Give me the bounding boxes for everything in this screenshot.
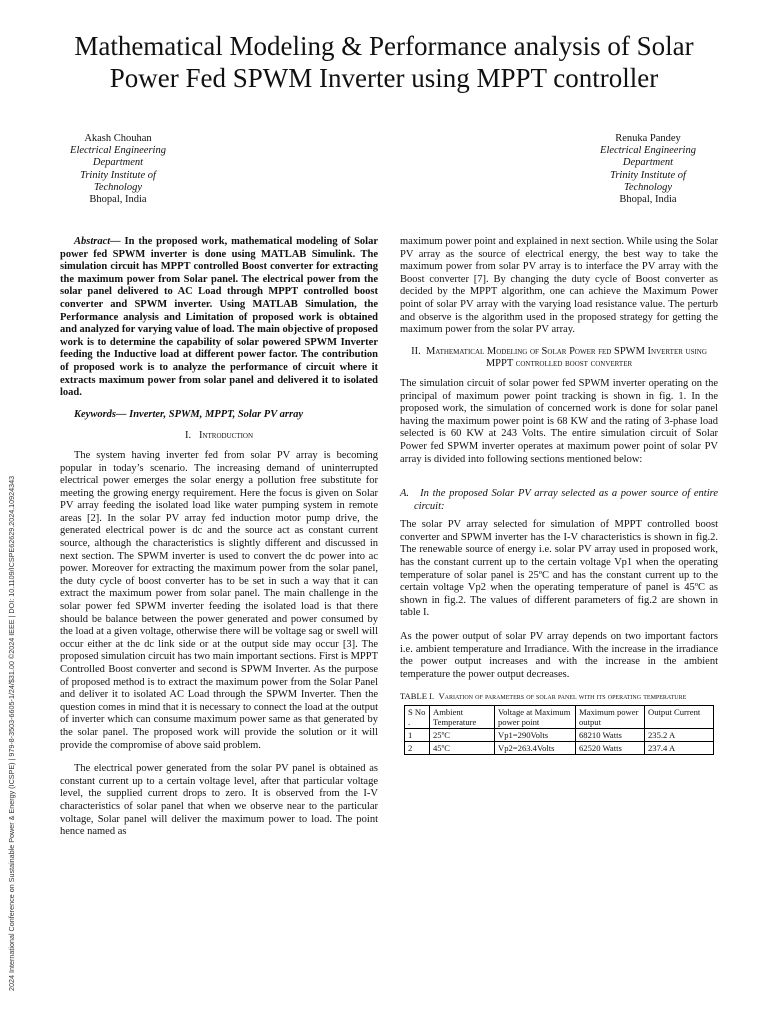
author-inst-2: Technology: [623, 181, 673, 193]
table-cell: Vp2=263.4Volts: [495, 742, 576, 755]
section-2-paragraph: The simulation circuit of solar power fed SPWM inverter operating on the principal of maximum power point tracking is shown in fig. 1. In the proposed work, the simulation of concerned work is done for solar panel having the maximum power point is 68 KW and the rating of 3-phase load selected is 60 KW at 243 Volts. The entire simulation circuit of Solar Power fed SPWM inverter operates at maximum power point of solar PV array is divided into following sections mentioned below:: [400, 377, 718, 465]
abstract-text: In the proposed work, mathematical modeling of Solar power fed SPWM inverter is done using MATLAB Simulink. The simulation circuit has MPPT controlled Boost converter for extracting the maximum power from Solar panel. The electrical power from the solar panel delivered to AC Load through MPPT controlled boost converter and SPWM inverter. Using MATLAB Simulation, the Performance analysis and Limitation of proposed work is obtained and analyzed for varying value of load. The main objective of proposed work is to determine the capability of solar powered SPWM Inverter feeding the Inductive load at different power factor. The contribution of proposed work is to analyze the performance of circuit where it extracts maximum power from solar panel and delivered it to isolated load.: [60, 236, 378, 399]
author-name: Renuka Pandey: [615, 133, 681, 144]
abstract-label: Abstract—: [74, 236, 121, 247]
author-dept: Electrical Engineering: [600, 145, 696, 157]
table-cell: Vp1=290Volts: [495, 729, 576, 742]
table-caption: [400, 691, 718, 701]
table-row: [405, 729, 714, 742]
author-block-1: [38, 133, 198, 206]
table-header-cell: Maximum power output: [576, 706, 645, 729]
intro-paragraph-1: The system having inverter fed from solar PV array is becoming popular in today’s scenario. The increasing demand of uninterrupted electrical power emerges the solar energy a pollution free substitute for meeting the growing energy requirement. Here the focus is given on Solar PV array feeding the isolated load like water pumping system in remote areas [2]. In the solar PV array fed induction motor pump drive, the generated electrical power is dc and the source act as constant current source, although the characteristics is slightly different and discussed in next section. The SPWM inverter is used to convert the dc power into ac power. Moreover for extracting the maximum power from the solar panel, the duty cycle of boost converter has to be set in such a way that it can extract the maximum power from solar panel. The main challenge in the solar power fed SPWM inverter feeding the isolated load is that there should be balance between the power generated and power consumed by the load at a given voltage, otherwise there will be voltage sag or swell will occur either at the dc link side or at the output side may occur [3]. The proposed simulation circuit has two main important sections. First is MPPT Controlled Boost converter and second is SPWM Inverter. As the purpose of proposed method is to extract the maximum power from the Solar Panel and deliver it to isolated AC Load through the SPWM Inverter. Then the question comes in mind that it is necessary to connect the load at the output of inverter which can consume maximum power same as that generated by the solar panel. The proposed work will provide the solution or it will provide the compromise of above said problem.: [60, 449, 378, 751]
keywords: Keywords— Inverter, SPWM, MPPT, Solar PV array: [74, 408, 303, 420]
right-column: [400, 236, 718, 755]
author-inst-2: Technology: [93, 181, 143, 193]
author-dept: Electrical Engineering: [70, 145, 166, 157]
table-cell: 2: [405, 742, 430, 755]
table-header-cell: Voltage at Maximum power point: [495, 706, 576, 729]
section-title: Mathematical Modeling of Solar Power fed SPWM Inverter using MPPT controlled boost converter: [425, 345, 707, 370]
doi-side-note: [2, 300, 24, 1000]
subsection-label: A.: [400, 488, 410, 500]
table-caption-text: Variation of parameters of solar panel with its operating temperature: [438, 691, 687, 702]
paper-title: Mathematical Modeling & Performance analysis of Solar Power Fed SPWM Inverter using MPPT controller: [74, 31, 694, 93]
table-number: TABLE I.: [400, 691, 435, 702]
abstract: [60, 236, 378, 400]
subsection-a-paragraph-1: The solar PV array selected for simulation of MPPT controlled boost converter and SPWM inverter has the I-V characteristics is shown in fig.2. The renewable source of energy i.e. solar PV array used in proposed work, has the constant current up to the certain voltage Vp1 when the operating temperature of solar panel is 25ºC and has the constant current up to the certain voltage Vp2 when the operating temperature of panel is 45ºC as shown in fig.2. The values of different parameters of fig.2 are shown in table I.: [400, 519, 718, 619]
table-cell: 235.2 A: [645, 729, 714, 742]
author-inst: Trinity Institute of: [80, 169, 156, 181]
intro-paragraph-2: The electrical power generated from the solar PV panel is obtained as constant current up to a certain voltage level, after that particular voltage level, the supplied current drops to zero. It is observed from the I-V characteristics of solar panel that when we observe near to the particular voltage, Solar panel will deliver the maximum power to load. The point hence named as: [60, 763, 378, 838]
section-heading-2: [400, 346, 718, 371]
author-dept-2: Department: [92, 157, 144, 169]
subsection-title: In the proposed Solar PV array selected as a power source of entire circuit:: [414, 488, 719, 512]
author-name: Akash Chouhan: [84, 133, 152, 144]
table-cell: 62520 Watts: [576, 742, 645, 755]
table-header-cell: Output Current: [645, 706, 714, 729]
table-header-row: [405, 706, 714, 729]
table-cell: 237.4 A: [645, 742, 714, 755]
table-row: [405, 742, 714, 755]
section-heading-1: [60, 430, 378, 443]
continued-paragraph: maximum power point and explained in next section. While using the Solar PV array as the source of electrical energy, the best way to take the maximum power from solar PV array is to interface the PV array with the Boost converter [7]. By changing the duty cycle of Boost converter as decided by the MPPT algorithm, one can achieve the Maximum Power point of solar PV array with the varying load resistance value. The perturb and observe is the algorithm used in the proposed strategy for getting the maximum power from the solar PV array.: [400, 236, 718, 336]
table-cell: 25ºC: [430, 729, 495, 742]
author-city: Bhopal, India: [619, 194, 677, 206]
subsection-heading-a: [400, 488, 718, 513]
author-block-2: [568, 133, 728, 206]
doi-side-note-text: 2024 International Conference on Sustainable Power & Energy (ICSPE) | 979-8-3503-6605-1/24/$31.00 ©2024 IEEE | DOI: 10.1109/ICSPE62629.2024.10924343: [7, 475, 16, 991]
parameter-table: [404, 705, 714, 755]
section-number: II.: [411, 345, 421, 357]
author-dept-2: Department: [622, 157, 674, 169]
table-cell: 68210 Watts: [576, 729, 645, 742]
subsection-a-paragraph-2: As the power output of solar PV array depends on two important factors i.e. ambient temperature and Irradiance. With the increase in the irradiance the power output increases and with the increase in the ambient temperature the power output decreases.: [400, 631, 718, 680]
table-cell: 45ºC: [430, 742, 495, 755]
table-cell: 1: [405, 729, 430, 742]
section-number: I.: [184, 430, 192, 442]
author-inst: Trinity Institute of: [610, 169, 686, 181]
table-header-cell: S No .: [405, 706, 430, 729]
author-city: Bhopal, India: [89, 194, 147, 206]
table-header-cell: Ambient Temperature: [430, 706, 495, 729]
section-title: Introduction: [198, 430, 254, 442]
left-column: [60, 236, 378, 839]
